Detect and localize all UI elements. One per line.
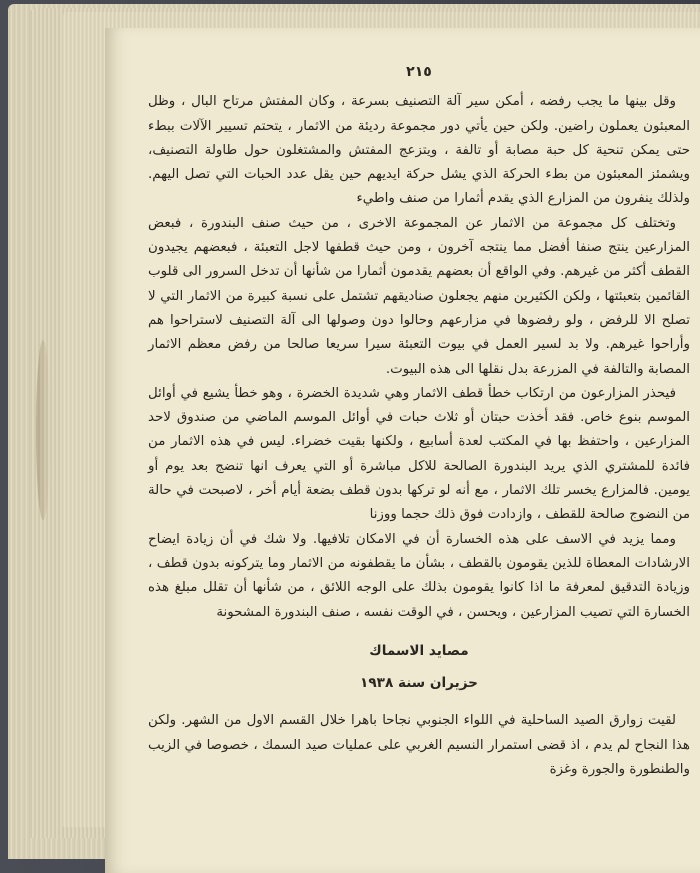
page-number: ٢١٥ bbox=[406, 64, 432, 80]
paragraph-3: فيحذر المزارعون من ارتكاب خطأ قطف الاثمار وهي شديدة الخضرة ، وهو خطأ يشيع في أوائل الموسم بنوع خاص. فقد أخذت حبتان أو ثلاث حبات في أوائل الموسم الماضي من صندوق لاحد المزارعين ، واحتفظ بها في المكتب لعدة أسابيع ، ولكنها بقيت خضراء. ليس في هذه الاثمار من فائدة للمشتري الذي يريد البندورة الصالحة للاكل مباشرة أو التي يعرف انها تنضج بعد يوم أو يومين. فالمزارع يخسر تلك الاثمار ، مع أنه لو تركها بدون قطف بضعة أيام أخر ، لاصبحت في حالة من النضوج صالحة للقطف ، وازدادت فوق ذلك حجما ووزنا bbox=[148, 385, 690, 523]
section-heading: مصايد الاسماك bbox=[369, 642, 469, 659]
page-edge-stain bbox=[36, 340, 50, 520]
page-content bbox=[148, 60, 690, 782]
section-date: حزيران سنة ١٩٣٨ bbox=[360, 675, 478, 692]
paragraph-1: وقل بينها ما يجب رفضه ، أمكن سير آلة التصنيف بسرعة ، وكان المفتش مرتاح البال ، وظل المعبئون يعملون راضين. ولكن حين يأتي دور مجموعة رديئة من الاثمار ، يتحتم تسيير الآلات ببطء حتى يمكن تنحية كل حبة مصابة أو تالفة ، ويتزعج المفتش والمشتغلون حول طاولة التصنيف، ويشمئز المعبئون من بطء الحركة الذي يشل حركة ايديهم حين يقل عدد الحبات التي تصل اليهم. ولذلك ينفرون من المزارع الذي يقدم أثمارا من صنف واطيء bbox=[148, 94, 690, 207]
paragraph-2: وتختلف كل مجموعة من الاثمار عن المجموعة الاخرى ، من حيث صنف البندورة ، فبعض المزارعين ينتج صنفا أفضل مما ينتجه آخرون ، ومن حيث قطفها لاجل التعبئة ، فبعضهم يجيدون القطف أكثر من غيرهم. وفي الواقع أن بعضهم يقدمون أثمارا من شأنها أن تدخل السرور الى قلوب القائمين بتعبئتها ، ولكن الكثيرين منهم يجعلون صناديقهم تشتمل على نسبة كبيرة من الاثمار التي لا تصلح الا للرفض ، ولو رفضوها في مزارعهم وحالوا دون وصولها الى آلة التصنيف لاستراحوا هم وأراحوا غيرهم. ولا بد لسير العمل في بيوت التعبئة سيرا سريعا صالحا من رفض معظم الاثمار المصابة والتالفة في المزرعة بدل نقلها الى هذه البيوت. bbox=[148, 215, 690, 377]
section-paragraph-1: لقيت زوارق الصيد الساحلية في اللواء الجنوبي نجاحا باهرا خلال القسم الاول من الشهر. ولكن هذا النجاح لم يدم ، اذ قضى استمرار النسيم الغربي على عمليات صيد السمك ، خصوصا في الزيب والطنطورة والجورة وغزة bbox=[148, 713, 690, 778]
paragraph-4: ومما يزيد في الاسف على هذه الخسارة أن في الامكان تلافيها. ولا شك في أن زيادة ايضاح الارشادات المعطاة للذين يقومون بالقطف ، بشأن ما يقطفونه من الاثمار وما يتركونه بدون قطف ، وزيادة التدقيق لمعرفة ما اذا كانوا يقومون بذلك على الوجه اللائق ، من شأنها أن تقلل مبلغ هذه الخسارة التي تصيب المزارعين ، ويحسن ، في الوقت نفسه ، صنف البندورة المشحونة bbox=[148, 531, 690, 620]
